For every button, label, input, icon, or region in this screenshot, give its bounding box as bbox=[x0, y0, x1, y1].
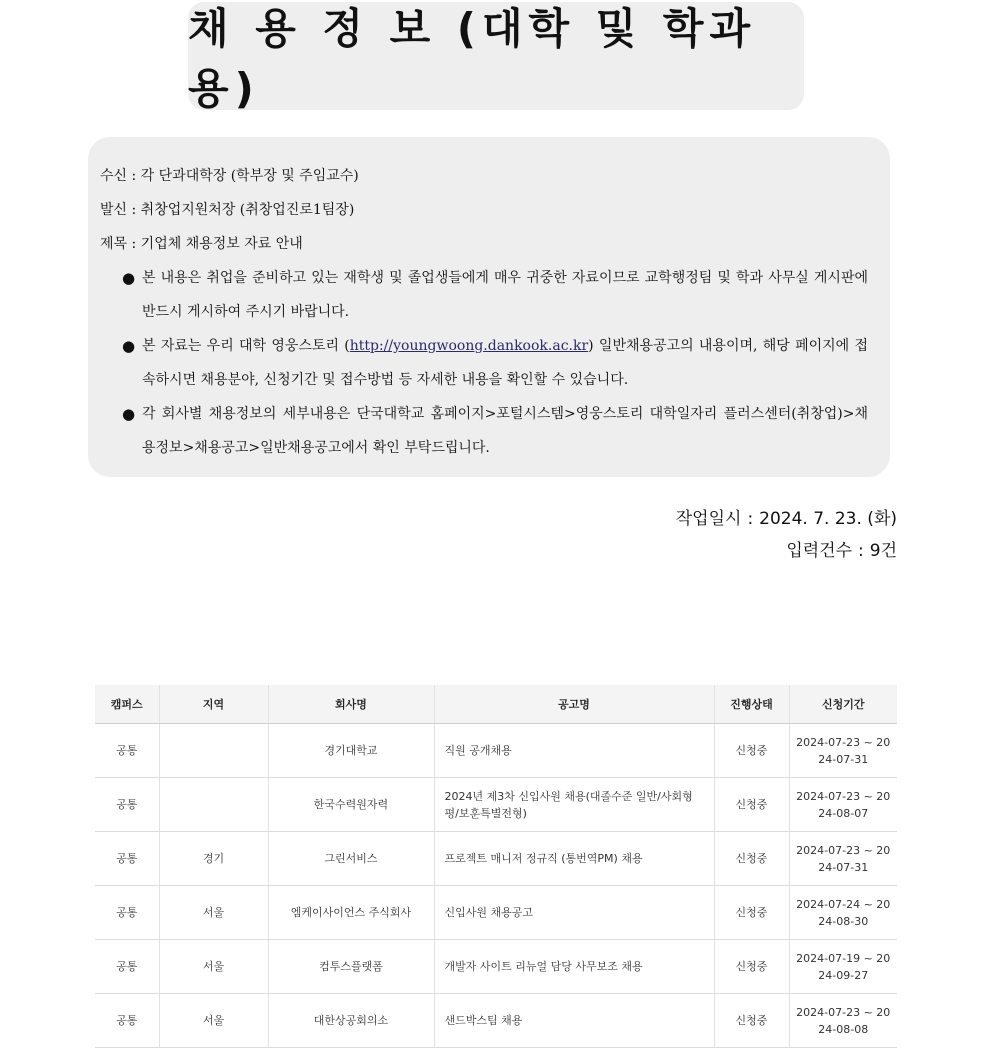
cell-campus: 공통 bbox=[95, 724, 159, 778]
sender-label: 발신 : bbox=[100, 202, 137, 218]
bullet-2-prefix: 본 자료는 우리 대학 영웅스토리 ( bbox=[142, 338, 350, 354]
youngwoong-link[interactable]: http://youngwoong.dankook.ac.kr bbox=[349, 338, 589, 354]
work-date-value: 2024. 7. 23. (화) bbox=[759, 509, 897, 529]
cell-posting-title[interactable]: 프로젝트 매니저 정규직 (통번역PM) 채용 bbox=[434, 832, 714, 886]
cell-company: 컴투스플랫폼 bbox=[268, 940, 434, 994]
cell-campus: 공통 bbox=[95, 886, 159, 940]
cell-status: 신청중 bbox=[714, 994, 789, 1048]
cell-status: 신청중 bbox=[714, 886, 789, 940]
header-period: 신청기간 bbox=[789, 685, 897, 724]
title-banner bbox=[188, 2, 804, 113]
cell-posting-title[interactable]: 2024년 제3차 신입사원 채용(대졸수준 일반/사회형평/보훈특별전형) bbox=[434, 778, 714, 832]
cell-campus: 공통 bbox=[95, 940, 159, 994]
cell-posting-title[interactable]: 개발자 사이트 리뉴얼 담당 사무보조 채용 bbox=[434, 940, 714, 994]
subject-text: 기업체 채용정보 자료 안내 bbox=[140, 236, 303, 252]
cell-campus: 공통 bbox=[95, 994, 159, 1048]
table-header-row bbox=[95, 685, 897, 724]
cell-region: 서울 bbox=[159, 940, 268, 994]
cell-company: 그린서비스 bbox=[268, 832, 434, 886]
cell-region: 서울 bbox=[159, 886, 268, 940]
cell-region bbox=[159, 778, 268, 832]
bullet-icon: ● bbox=[122, 405, 136, 423]
header-company: 회사명 bbox=[268, 685, 434, 724]
header-region: 지역 bbox=[159, 685, 268, 724]
bullet-1-text: 본 내용은 취업을 준비하고 있는 재학생 및 졸업생들에게 매우 귀중한 자료이므로 교학행정팀 및 학과 사무실 게시판에 반드시 게시하여 주시기 바랍니다. bbox=[142, 270, 868, 320]
cell-company: 경기대학교 bbox=[268, 724, 434, 778]
cell-posting-title[interactable]: 직원 공개채용 bbox=[434, 724, 714, 778]
cell-company: 엠케이사이언스 주식회사 bbox=[268, 886, 434, 940]
cell-period: 2024-07-23 ~ 2024-08-07 bbox=[789, 778, 897, 832]
cell-company: 한국수력원자력 bbox=[268, 778, 434, 832]
recipient-label: 수신 : bbox=[100, 168, 137, 184]
recipient-text: 각 단과대학장 (학부장 및 주임교수) bbox=[140, 168, 359, 184]
bullet-3-text: 각 회사별 채용정보의 세부내용은 단국대학교 홈페이지>포털시스템>영웅스토리 대학일자리 플러스센터(취창업)>채용정보>채용공고>일반채용공고에서 확인 부탁드립니다. bbox=[142, 406, 868, 456]
header-status: 진행상태 bbox=[714, 685, 789, 724]
bullet-icon: ● bbox=[122, 337, 136, 355]
table-row[interactable] bbox=[95, 778, 897, 832]
cell-region: 경기 bbox=[159, 832, 268, 886]
entry-count-line bbox=[676, 535, 897, 567]
entry-count-separator: : bbox=[858, 541, 864, 561]
notice-bullet-3 bbox=[100, 397, 868, 465]
sender-line bbox=[100, 193, 868, 227]
cell-status: 신청중 bbox=[714, 724, 789, 778]
notice-bullet-1 bbox=[100, 261, 868, 329]
table-row[interactable] bbox=[95, 994, 897, 1048]
recipient-line bbox=[100, 159, 868, 193]
table-row[interactable] bbox=[95, 832, 897, 886]
cell-region bbox=[159, 724, 268, 778]
work-date-separator: : bbox=[747, 509, 754, 529]
notice-bullet-2 bbox=[100, 329, 868, 397]
cell-period: 2024-07-23 ~ 2024-07-31 bbox=[789, 832, 897, 886]
subject-label: 제목 : bbox=[100, 236, 137, 252]
table-row[interactable] bbox=[95, 886, 897, 940]
work-date-label: 작업일시 bbox=[675, 509, 742, 529]
cell-status: 신청중 bbox=[714, 832, 789, 886]
table-row[interactable] bbox=[95, 724, 897, 778]
entry-count-label: 입력건수 bbox=[786, 541, 853, 561]
cell-period: 2024-07-23 ~ 2024-08-08 bbox=[789, 994, 897, 1048]
cell-status: 신청중 bbox=[714, 940, 789, 994]
table-row[interactable] bbox=[95, 940, 897, 994]
page-title: 채 용 정 보 (대학 및 학과용) bbox=[188, 4, 757, 113]
work-date-line bbox=[676, 503, 897, 535]
notice-bullet-list bbox=[100, 261, 868, 465]
job-postings-table bbox=[95, 685, 897, 1048]
cell-posting-title[interactable]: 신입사원 채용공고 bbox=[434, 886, 714, 940]
cell-campus: 공통 bbox=[95, 778, 159, 832]
cell-company: 대한상공회의소 bbox=[268, 994, 434, 1048]
cell-posting-title[interactable]: 샌드박스팀 채용 bbox=[434, 994, 714, 1048]
bullet-2-suffix: ) 일반채용공고의 내용이며, 해당 페이지에 접속하시면 채용분야, 신청기간 및 접수방법 등 자세한 내용을 확인할 수 있습니다. bbox=[142, 338, 868, 388]
header-posting-title: 공고명 bbox=[434, 685, 714, 724]
cell-region: 서울 bbox=[159, 994, 268, 1048]
notice-panel bbox=[88, 137, 890, 477]
header-campus: 캠퍼스 bbox=[95, 685, 159, 724]
bullet-icon: ● bbox=[122, 269, 136, 287]
cell-status: 신청중 bbox=[714, 778, 789, 832]
cell-period: 2024-07-24 ~ 2024-08-30 bbox=[789, 886, 897, 940]
entry-count-value: 9건 bbox=[869, 541, 897, 561]
work-info bbox=[676, 503, 897, 567]
cell-period: 2024-07-23 ~ 2024-07-31 bbox=[789, 724, 897, 778]
cell-period: 2024-07-19 ~ 2024-09-27 bbox=[789, 940, 897, 994]
sender-text: 취창업지원처장 (취창업진로1팀장) bbox=[140, 202, 355, 218]
subject-line bbox=[100, 227, 868, 261]
cell-campus: 공통 bbox=[95, 832, 159, 886]
